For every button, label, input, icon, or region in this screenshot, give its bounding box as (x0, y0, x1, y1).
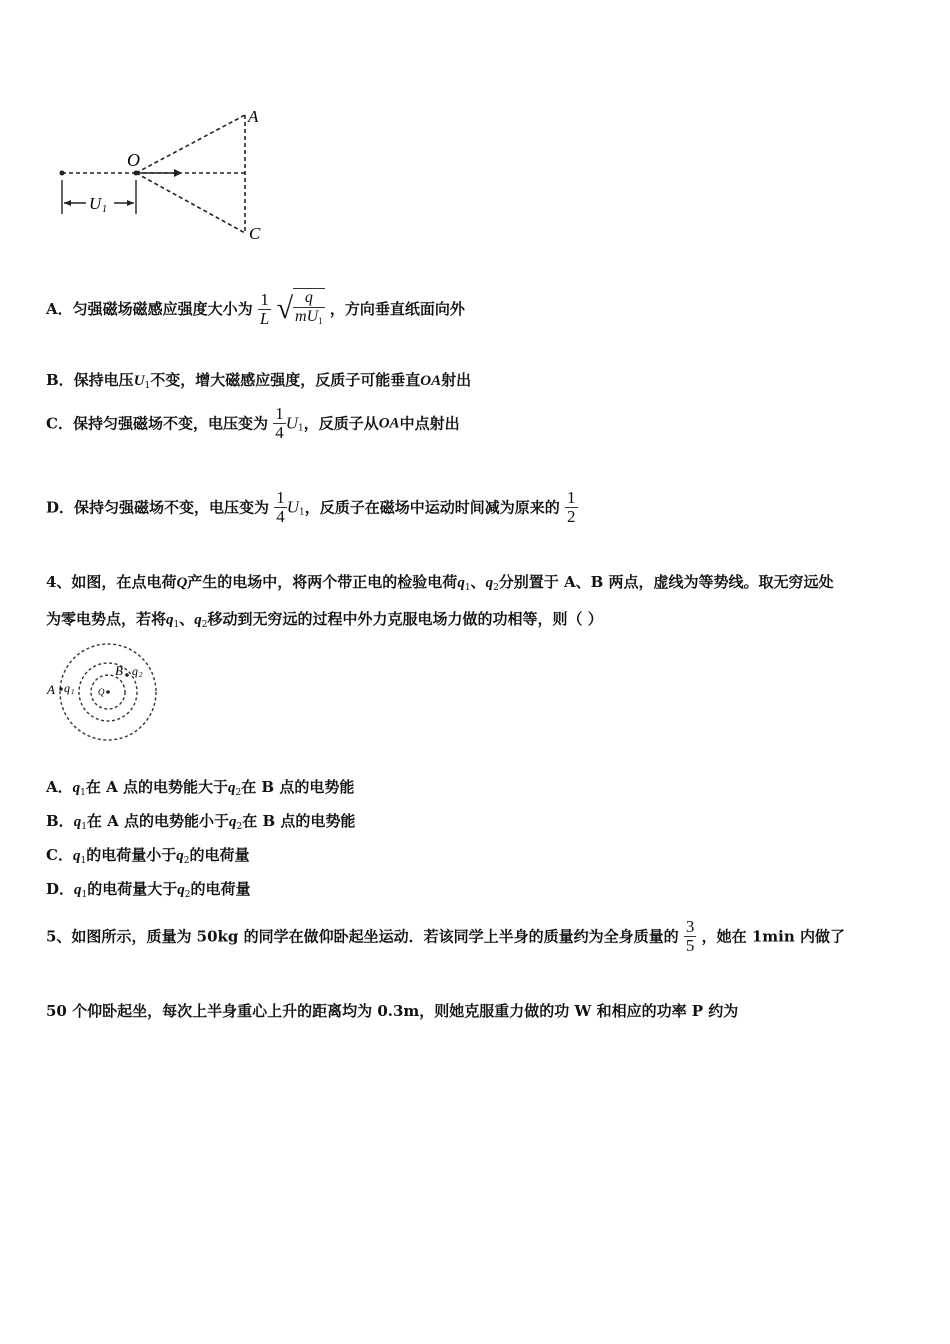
q4-sep: 、 (179, 610, 195, 628)
q5-text: 5、如图所示，质量为 50kg 的同学在做仰卧起坐运动．若该同学上半身的质量约为全身质量的 (46, 927, 679, 946)
square-root (277, 288, 325, 330)
label-q1-sub: 1 (71, 688, 75, 696)
sqrt-den: mU (295, 308, 319, 325)
var-q2: q (176, 848, 184, 864)
option-c (46, 405, 460, 442)
q4-sep: 、 (470, 573, 486, 591)
option-prefix: D． (46, 880, 75, 898)
label-b: B (115, 663, 123, 678)
var-q1-sub: 1 (464, 583, 471, 593)
var-u: U (285, 413, 298, 433)
question-4-line-2 (46, 609, 603, 635)
option-text: 的电荷量 (189, 846, 250, 864)
frac-den: 2 (567, 507, 576, 526)
var-q2-sub: 2 (493, 583, 499, 593)
q4-option-c (46, 845, 249, 871)
var-u: U (286, 497, 300, 517)
frac-num: 1 (276, 488, 285, 507)
frac-den: 5 (685, 936, 695, 955)
var-oa: OA (378, 415, 400, 432)
sqrt-den-sub: 1 (318, 316, 323, 326)
option-b-prefix: B．保持电压 (46, 371, 134, 389)
option-c-prefix: C．保持匀强磁场不变，电压变为 (46, 414, 268, 433)
option-text: 在 B 点的电势能 (241, 778, 355, 796)
label-a: A (47, 682, 55, 697)
var-q-charge: Q (176, 575, 188, 591)
option-text: 在 A 点的电势能小于 (86, 812, 230, 830)
var-q2-sub: 2 (235, 788, 242, 798)
start-point (60, 171, 65, 176)
var-q2-sub: 2 (236, 822, 243, 832)
frac-den: L (259, 308, 270, 328)
frac-num: 1 (275, 404, 284, 423)
question-4-line-1 (46, 572, 834, 598)
option-d-middle: ，反质子在磁场中运动时间减为原来的 (304, 498, 560, 517)
point-b (125, 673, 129, 677)
option-b-suffix: 射出 (441, 371, 472, 389)
label-u: U (89, 194, 102, 213)
var-u-sub: 1 (299, 507, 305, 518)
var-q1-sub: 1 (81, 822, 87, 832)
var-q1: q (72, 848, 81, 864)
fraction-3-over-5 (684, 918, 697, 955)
q4-text: 为零电势点，若将 (46, 610, 167, 628)
var-q2-sub: 2 (184, 890, 191, 900)
var-q1-sub: 1 (81, 890, 88, 900)
var-q2: q (229, 814, 237, 830)
option-b-middle: 不变，增大磁感应强度，反质子可能垂直 (150, 371, 421, 389)
dim-arrow-right (127, 200, 134, 206)
radical-sign: √ (276, 292, 294, 325)
var-q1: q (166, 612, 174, 628)
option-text: 在 B 点的电势能 (242, 812, 356, 830)
velocity-arrow-head (174, 169, 182, 177)
option-prefix: B． (46, 812, 74, 830)
var-q1: q (72, 780, 81, 796)
frac-den: 4 (275, 423, 284, 442)
var-q2-sub: 2 (183, 856, 190, 866)
q4-text: 4、如图，在点电荷 (46, 573, 177, 591)
dim-arrow-left (64, 200, 71, 206)
question-5-line-2 (46, 1001, 738, 1021)
label-q-center: Q (98, 687, 105, 697)
var-u-sub: 1 (144, 381, 151, 391)
q4-text: 移动到无穷远的过程中外力克服电场力做的功相等，则（ ） (207, 610, 603, 628)
q4-option-a (46, 777, 354, 803)
label-a: A (248, 107, 259, 126)
q4-text: 产生的电场中，将两个带正电的检验电荷 (187, 573, 458, 591)
var-q2: q (227, 780, 236, 796)
var-q2: q (194, 612, 202, 628)
option-text: 在 A 点的电势能大于 (85, 778, 228, 796)
radicand (293, 288, 325, 330)
sqrt-num: q (293, 289, 325, 308)
q5-text: 50 个仰卧起坐，每次上半身重心上升的距离均为 0.3m，则她克服重力做的功 W 和相应的功率 P 约为 (46, 1002, 739, 1020)
question-5-line-1 (46, 918, 845, 955)
q5-text: ，她在 1min 内做了 (701, 927, 845, 946)
frac-den: 4 (276, 507, 285, 526)
frac-num: 3 (685, 917, 695, 936)
var-q1: q (73, 814, 82, 830)
figure-equipotential (44, 638, 174, 748)
fraction-1-over-4 (274, 489, 287, 526)
option-text: 的电荷量大于 (87, 880, 178, 898)
option-a-suffix: ，方向垂直纸面向外 (329, 300, 465, 318)
var-q1-sub: 1 (80, 788, 86, 798)
option-b (46, 370, 471, 396)
var-q2: q (177, 882, 185, 898)
fraction-1-over-2 (565, 489, 578, 526)
fraction-1-over-l (258, 291, 271, 328)
option-d-prefix: D．保持匀强磁场不变，电压变为 (46, 498, 270, 517)
var-q1-sub: 1 (173, 620, 180, 630)
charge-q-point (106, 690, 110, 694)
q4-text: 分别置于 A、B 两点，虚线为等势线。取无穷远处 (498, 573, 834, 591)
label-o: O (127, 150, 140, 170)
label-q2-sub: 2 (139, 671, 143, 679)
option-c-suffix: 中点射出 (399, 414, 460, 433)
figure-oac-diagram (40, 100, 340, 250)
line-oa (136, 115, 245, 173)
option-text: 的电荷量小于 (86, 846, 177, 864)
option-d (46, 489, 578, 526)
fraction-1-over-4 (273, 405, 286, 442)
line-oc (136, 173, 245, 233)
label-u-sub: 1 (102, 204, 107, 215)
option-a (46, 288, 465, 330)
option-text: 的电荷量 (190, 880, 251, 898)
var-u-sub: 1 (297, 423, 304, 434)
label-q1: q (64, 681, 70, 695)
label-q2: q (132, 664, 138, 678)
var-q1-sub: 1 (80, 856, 87, 866)
frac-num: 1 (567, 488, 576, 507)
option-a-prefix: A．匀强磁场磁感应强度大小为 (46, 300, 253, 318)
frac-num: 1 (258, 291, 271, 310)
label-c: C (249, 224, 261, 243)
var-q2: q (485, 575, 494, 591)
var-oa: OA (420, 373, 442, 389)
option-c-middle: ，反质子从 (303, 414, 379, 433)
var-q1: q (457, 575, 465, 591)
var-q2-sub: 2 (201, 620, 208, 630)
q4-option-d (46, 879, 251, 905)
option-prefix: C． (46, 846, 73, 864)
option-prefix: A． (46, 778, 73, 796)
q4-option-b (46, 811, 355, 837)
var-u: U (133, 373, 145, 389)
var-q1: q (74, 882, 82, 898)
point-a (59, 687, 63, 691)
